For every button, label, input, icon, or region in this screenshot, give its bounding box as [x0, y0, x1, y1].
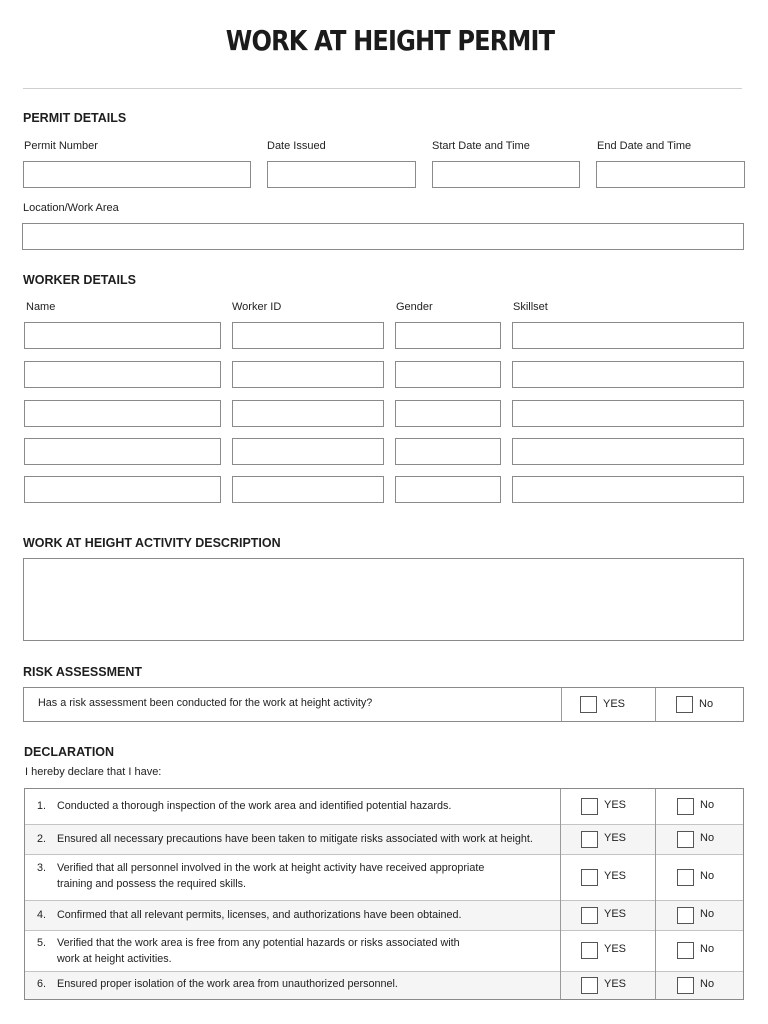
title-divider — [23, 88, 742, 89]
declaration-yes-label: YES — [604, 870, 627, 882]
start-datetime-field[interactable] — [432, 161, 580, 188]
declaration-text — [37, 907, 462, 923]
declaration-row — [25, 900, 743, 930]
risk-question: Has a risk assessment been conducted for the work at height activity? — [38, 697, 373, 709]
worker-id-field[interactable] — [232, 322, 384, 349]
permit-details-heading: PERMIT DETAILS — [23, 111, 127, 125]
location-label: Location/Work Area — [23, 202, 119, 214]
declaration-intro: I hereby declare that I have: — [25, 766, 162, 778]
worker-skillset-field[interactable] — [512, 476, 744, 503]
declaration-no-checkbox[interactable] — [677, 942, 694, 959]
declaration-no-checkbox[interactable] — [677, 977, 694, 994]
activity-description-field[interactable] — [23, 558, 744, 641]
worker-skillset-field[interactable] — [512, 361, 744, 388]
declaration-statement-continued: work at height activities. — [57, 953, 172, 965]
declaration-number: 2. — [37, 833, 47, 845]
page-title: WORK AT HEIGHT PERMIT — [225, 24, 555, 57]
activity-description-heading: WORK AT HEIGHT ACTIVITY DESCRIPTION — [23, 536, 281, 550]
declaration-yes-checkbox[interactable] — [581, 907, 598, 924]
column-divider — [560, 789, 561, 999]
worker-name-field[interactable] — [24, 400, 221, 427]
declaration-no-label: No — [700, 832, 715, 844]
declaration-yes-checkbox[interactable] — [581, 869, 598, 886]
worker-name-field[interactable] — [24, 476, 221, 503]
date-issued-field[interactable] — [267, 161, 416, 188]
declaration-no-checkbox[interactable] — [677, 831, 694, 848]
end-datetime-field[interactable] — [596, 161, 745, 188]
declaration-yes-label: YES — [604, 978, 627, 990]
declaration-statement: Verified that all personnel involved in the work at height activity have received appropriate — [57, 862, 485, 874]
declaration-number: 3. — [37, 862, 47, 874]
worker-gender-field[interactable] — [395, 438, 501, 465]
risk-assessment-table — [23, 687, 744, 722]
column-divider — [561, 688, 562, 721]
name-column-label: Name — [26, 301, 56, 313]
end-datetime-label: End Date and Time — [597, 140, 692, 152]
permit-number-label: Permit Number — [24, 140, 98, 152]
column-divider — [655, 688, 656, 721]
declaration-statement: Confirmed that all relevant permits, licenses, and authorizations have been obtained. — [57, 909, 462, 921]
permit-number-field[interactable] — [23, 161, 251, 188]
location-field[interactable] — [22, 223, 744, 250]
worker-name-field[interactable] — [24, 438, 221, 465]
declaration-no-label: No — [700, 943, 715, 955]
declaration-statement: Conducted a thorough inspection of the work area and identified potential hazards. — [57, 800, 452, 812]
declaration-yes-checkbox[interactable] — [581, 977, 598, 994]
declaration-no-label: No — [700, 870, 715, 882]
worker-id-field[interactable] — [232, 361, 384, 388]
risk-assessment-heading: RISK ASSESSMENT — [23, 665, 143, 679]
date-issued-label: Date Issued — [267, 140, 326, 152]
declaration-text — [37, 976, 398, 992]
worker-gender-field[interactable] — [395, 322, 501, 349]
declaration-yes-label: YES — [604, 943, 627, 955]
declaration-yes-label: YES — [604, 799, 627, 811]
worker-skillset-field[interactable] — [512, 400, 744, 427]
declaration-yes-label: YES — [604, 908, 627, 920]
declaration-text — [37, 798, 451, 814]
declaration-row — [25, 854, 743, 900]
worker-id-field[interactable] — [232, 476, 384, 503]
declaration-table — [24, 788, 744, 1000]
declaration-row — [25, 824, 743, 854]
worker-id-field[interactable] — [232, 438, 384, 465]
worker-gender-field[interactable] — [395, 476, 501, 503]
declaration-yes-checkbox[interactable] — [581, 798, 598, 815]
declaration-statement-continued: training and possess the required skills. — [57, 878, 247, 890]
column-divider — [655, 789, 656, 999]
worker-name-field[interactable] — [24, 361, 221, 388]
declaration-text — [37, 935, 460, 967]
worker-details-heading: WORKER DETAILS — [23, 273, 136, 287]
worker-gender-field[interactable] — [395, 400, 501, 427]
declaration-number: 4. — [37, 909, 47, 921]
worker-skillset-field[interactable] — [512, 438, 744, 465]
declaration-yes-checkbox[interactable] — [581, 942, 598, 959]
declaration-statement: Ensured proper isolation of the work area from unauthorized personnel. — [57, 978, 398, 990]
declaration-no-checkbox[interactable] — [677, 907, 694, 924]
gender-column-label: Gender — [396, 301, 433, 313]
declaration-no-label: No — [700, 908, 715, 920]
declaration-no-label: No — [700, 799, 715, 811]
worker-id-column-label: Worker ID — [232, 301, 282, 313]
declaration-number: 6. — [37, 978, 47, 990]
worker-name-field[interactable] — [24, 322, 221, 349]
declaration-number: 1. — [37, 800, 47, 812]
declaration-number: 5. — [37, 937, 47, 949]
declaration-yes-label: YES — [604, 832, 627, 844]
declaration-row — [25, 971, 743, 999]
declaration-no-label: No — [700, 978, 715, 990]
declaration-yes-checkbox[interactable] — [581, 831, 598, 848]
declaration-row — [25, 930, 743, 971]
worker-id-field[interactable] — [232, 400, 384, 427]
declaration-text — [37, 860, 484, 892]
declaration-no-checkbox[interactable] — [677, 798, 694, 815]
declaration-statement: Ensured all necessary precautions have been taken to mitigate risks associated with work at height. — [57, 833, 533, 845]
worker-skillset-field[interactable] — [512, 322, 744, 349]
skillset-column-label: Skillset — [513, 301, 548, 313]
declaration-text — [37, 831, 533, 847]
declaration-heading: DECLARATION — [24, 745, 115, 759]
risk-no-label: No — [699, 698, 714, 710]
risk-yes-label: YES — [603, 698, 626, 710]
declaration-row — [25, 789, 743, 824]
worker-gender-field[interactable] — [395, 361, 501, 388]
risk-yes-checkbox[interactable] — [580, 696, 597, 713]
risk-no-checkbox[interactable] — [676, 696, 693, 713]
declaration-no-checkbox[interactable] — [677, 869, 694, 886]
declaration-statement: Verified that the work area is free from any potential hazards or risks associated with — [57, 937, 460, 949]
start-datetime-label: Start Date and Time — [432, 140, 530, 152]
